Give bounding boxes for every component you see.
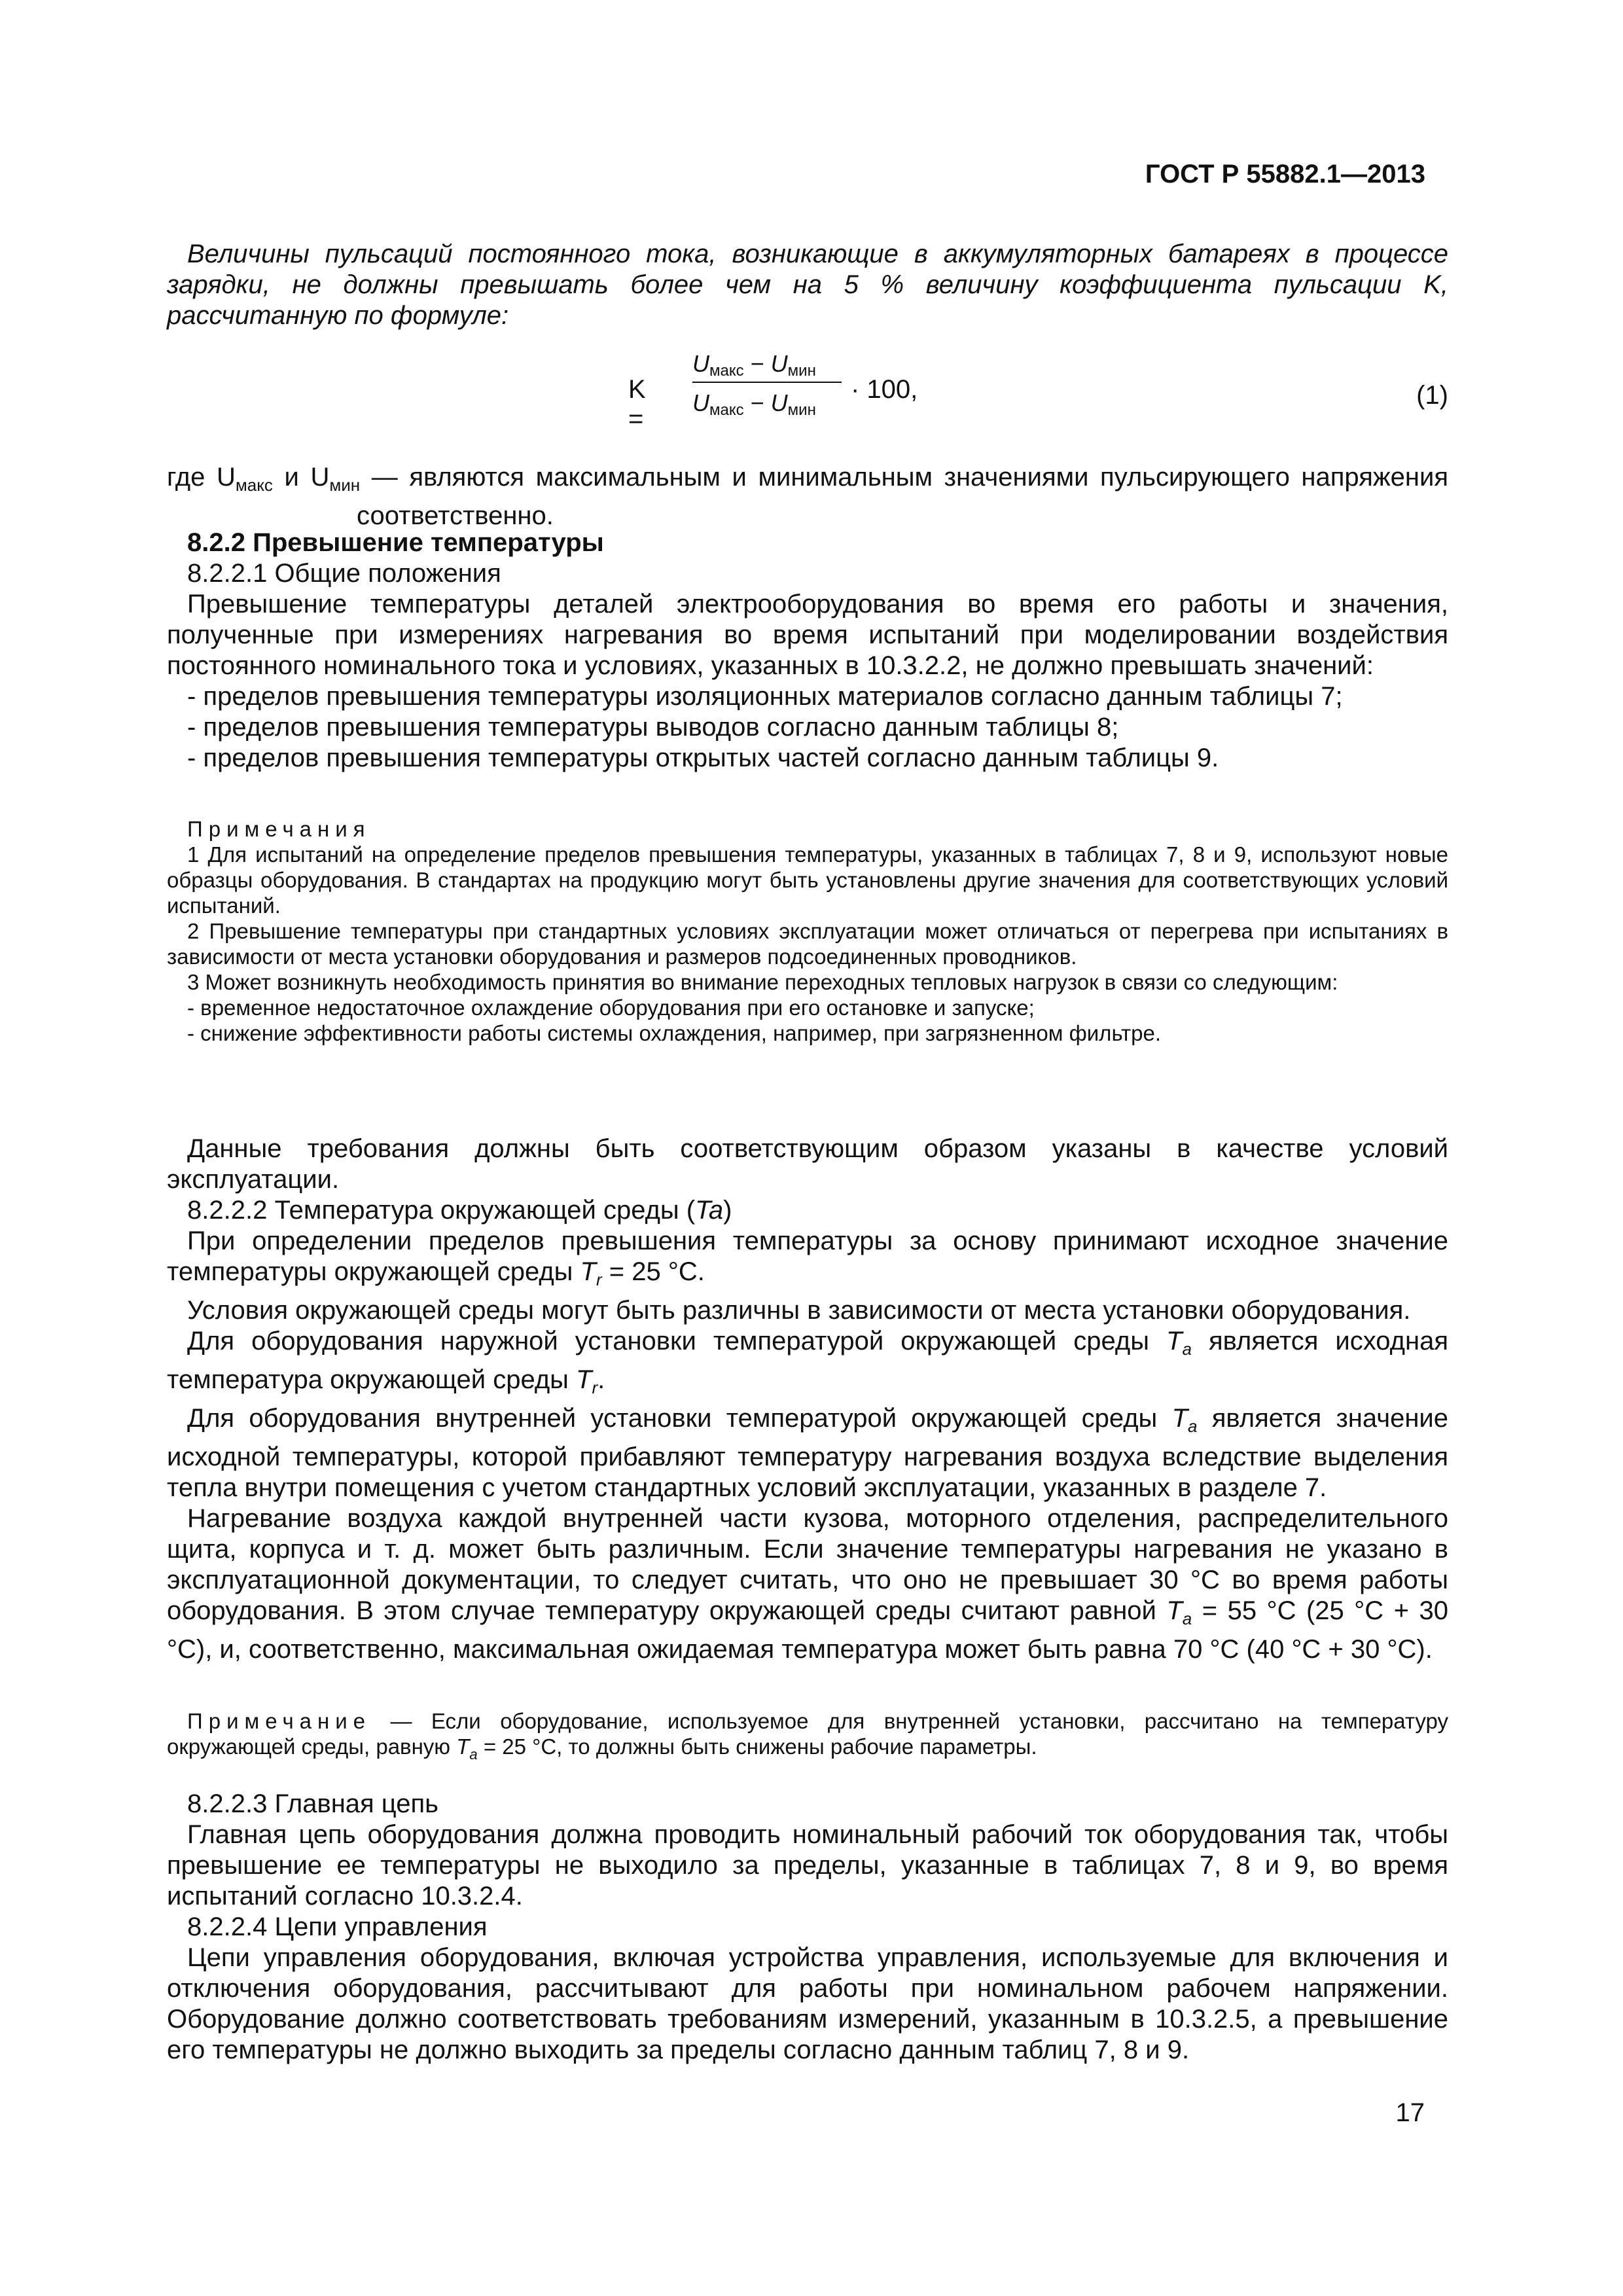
page-number: 17 xyxy=(1395,2098,1425,2127)
note-3-item-a: - временное недостаточное охлаждение оборудования при его остановке и запуске; xyxy=(187,996,1035,1020)
paragraph-8-2-2-2-3: Для оборудования наружной установки температурой окружающей среды $T_a$ является исходная температура окружающей среды $T_r$. xyxy=(167,1327,1449,1397)
single-note: Примечание — Если оборудование, используемое для внутренней установки, рассчитано на температуру окружающей среды, равную $T_a = 25$ °С, то должны быть снижены рабочие параметры. xyxy=(167,1709,1448,1763)
intro-paragraph: Величины пульсаций постоянного тока, возникающие в аккумуляторных батареях в процессе зарядки, не должны превышать более чем на 5 % величину коэффициента пульсации K, рассчитанную по формуле: xyxy=(167,240,1448,330)
list-item: - пределов превышения температуры выводов согласно данным таблицы 8; xyxy=(187,713,1119,742)
section-8-2-2-2 xyxy=(167,1134,1448,1665)
formula-tail: · 100, xyxy=(851,375,918,404)
formula-lhs: K = xyxy=(628,375,646,433)
formula-denominator: Uмакс − Uмин xyxy=(692,389,816,419)
note-3: 3 Может возникнуть необходимость принятия во внимание переходных тепловых нагрузок в связи со следующим: xyxy=(187,970,1338,994)
paragraph-8-2-2-2-5: Нагревание воздуха каждой внутренней части кузова, моторного отделения, распределительного щита, корпуса и т. д. может быть различным. Если значение температуры нагревания не указано в эксплуатационной документации, то следует считать, что оно не превышает 30 °С во время работы оборудования. В этом случае температуру окружающей среды считают равной $T_a = 55$ °С (25 °С + 30 °С), и, соответственно, максимальная ожидаемая температура может быть равна 70 °С (40 °С + 30 °С). xyxy=(167,1504,1448,1664)
paragraph-8-2-2-2-1: При определении пределов превышения температуры за основу принимают исходное значение температуры окружающей среды $T_r = 25$ °С. xyxy=(167,1227,1448,1289)
note-2: 2 Превышение температуры при стандартных условиях эксплуатации может отличаться от перегрева при испытаниях в зависимости от места установки оборудования и размеров подсоединенных проводников. xyxy=(167,919,1448,969)
heading-8-2-2-1: 8.2.2.1 Общие положения xyxy=(187,559,501,588)
heading-8-2-2: 8.2.2 Превышение температуры xyxy=(187,528,604,557)
paragraph-8-2-2-4: Цепи управления оборудования, включая устройства управления, используемые для включения и отключения оборудования, рассчитывают для работы при номинальном рабочем напряжении. Оборудование должно соответствовать требованиям измерений, указанным в 10.3.2.5, а превышение его температуры не должно выходить за пределы согласно данным таблиц 7, 8 и 9. xyxy=(167,1943,1448,2064)
fraction-bar xyxy=(692,382,842,383)
document-number: ГОСТ Р 55882.1—2013 xyxy=(1145,160,1425,188)
heading-8-2-2-2: 8.2.2.2 Температура окружающей среды (Ta) xyxy=(187,1196,732,1225)
intro-block xyxy=(167,239,1448,331)
where-block xyxy=(167,462,1448,531)
list-item: - пределов превышения температуры открытых частей согласно данным таблицы 9. xyxy=(187,744,1219,772)
heading-8-2-2-4: 8.2.2.4 Цепи управления xyxy=(187,1912,488,1941)
equation-number: (1) xyxy=(1416,381,1448,410)
formula-numerator: Uмакс − Uмин xyxy=(692,350,816,380)
note-3-item-b: - снижение эффективности работы системы охлаждения, например, при загрязненном фильтре. xyxy=(187,1021,1162,1045)
notes-title: Примечания xyxy=(187,817,371,841)
note-8-2-2-2 xyxy=(167,1708,1448,1767)
paragraph-8-2-2-3: Главная цепь оборудования должна проводить номинальный рабочий ток оборудования так, чтобы превышение ее температуры не выходило за пределы, указанные в таблицах 7, 8 и 9, во время испытаний согласно 10.3.2.4. xyxy=(167,1820,1448,1910)
section-8-2-2 xyxy=(167,528,1448,774)
notes-block xyxy=(167,816,1448,1046)
where-paragraph: где $U_{макс}$ и $U_{мин}$ — являются максимальным и минимальным значениями пульсирующего напряжения соответственно. xyxy=(167,463,1448,530)
section-8-2-2-3 xyxy=(167,1789,1448,2066)
paragraph-8-2-2-1: Превышение температуры деталей электрооборудования во время его работы и значения, полученные при измерениях нагревания во время испытаний при моделировании воздействия постоянного номинального тока и условиях, указанных в 10.3.2.2, не должно превышать значений: xyxy=(167,590,1448,680)
paragraph-8-2-2-2-2: Условия окружающей среды могут быть различны в зависимости от места установки оборудования. xyxy=(187,1296,1411,1325)
paragraph-8-2-2-2-4: Для оборудования внутренней установки температурой окружающей среды $T_a$ является значение исходной температуры, которой прибавляют температуру нагревания воздуха вследствие выделения тепла внутри помещения с учетом стандартных условий эксплуатации, указанных в разделе 7. xyxy=(167,1404,1449,1502)
note-1: 1 Для испытаний на определение пределов превышения температуры, указанных в таблицах 7, 8 и 9, используют новые образцы оборудования. В стандартах на продукцию могут быть установлены другие значения для соответствующих условий испытаний. xyxy=(167,842,1448,918)
heading-8-2-2-3: 8.2.2.3 Главная цепь xyxy=(187,1789,439,1818)
after-notes-paragraph: Данные требования должны быть соответствующим образом указаны в качестве условий эксплуатации. xyxy=(167,1134,1448,1194)
list-item: - пределов превышения температуры изоляционных материалов согласно данным таблицы 7; xyxy=(187,682,1343,711)
